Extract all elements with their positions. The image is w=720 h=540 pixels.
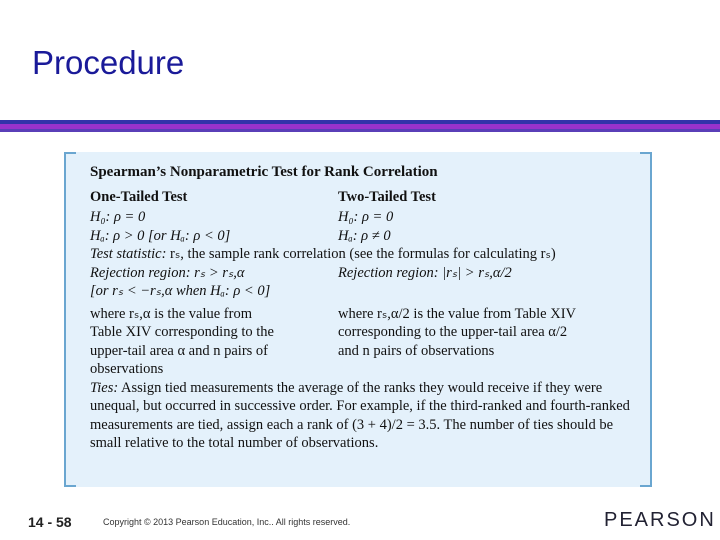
test-statistic-label: Test statistic: [90, 246, 167, 262]
two-tailed-where [338, 305, 638, 379]
where-one-line: observations [90, 361, 164, 377]
rejection-label-two: Rejection region: [338, 264, 439, 281]
slide-number: 14 - 58 [28, 514, 72, 530]
box-heading: Spearman’s Nonparametric Test for Rank Correlation [90, 164, 438, 180]
ties-label: Ties: [90, 379, 119, 396]
rejection-one-line2: [or rₛ < −rₛ,α when Hₐ: ρ < 0] [90, 283, 271, 299]
page-title: Procedure [32, 44, 185, 81]
where-two-line: where rₛ,α/2 is the value from Table XIV [338, 305, 577, 322]
test-statistic-text: rₛ, the sample rank correlation (see the formulas for calculating rₛ) [170, 246, 556, 262]
box-content [90, 163, 640, 453]
header-rule-violet [0, 129, 720, 132]
one-tailed-where [90, 305, 338, 379]
rejection-row [90, 264, 640, 301]
where-two-line: corresponding to the upper-tail area α/2 [338, 324, 568, 340]
one-tailed-rejection [90, 264, 338, 301]
one-tailed-h0: H₀: ρ = 0 [90, 209, 146, 225]
null-hypothesis-row [90, 208, 640, 227]
where-one-line: where rₛ,α is the value from [90, 305, 252, 322]
rejection-two: |rₛ| > rₛ,α/2 [442, 264, 512, 281]
one-tailed-label: One-Tailed Test [90, 188, 188, 205]
rejection-label-one: Rejection region: [90, 264, 191, 281]
where-one-line: upper-tail area α and n pairs of [90, 342, 269, 359]
pearson-logo: PEARSON [604, 509, 716, 531]
where-row [90, 305, 640, 379]
rejection-one-line1: rₛ > rₛ,α [194, 264, 245, 281]
copyright-text: Copyright © 2013 Pearson Education, Inc.. All rights reserved. [103, 517, 351, 527]
ties-text: Assign tied measurements the average of the ranks they would receive if they were unequal, but occurred in successive order. For example, if the third-ranked and fourth-ranked measurements are tied, assign each a rank of (3 + 4)/2 = 3.5. The number of ties should be small relative to the total number of observations. [90, 379, 630, 451]
two-tailed-h0: H₀: ρ = 0 [338, 209, 394, 225]
two-tailed-rejection [338, 264, 638, 301]
alt-hypothesis-row [90, 227, 640, 246]
one-tailed-ha: Hₐ: ρ > 0 [or Hₐ: ρ < 0] [90, 227, 231, 244]
ties-paragraph [90, 379, 630, 453]
two-tailed-ha: Hₐ: ρ ≠ 0 [338, 227, 391, 244]
left-bracket [64, 152, 76, 487]
two-tailed-label: Two-Tailed Test [338, 188, 436, 205]
test-statistic [90, 245, 630, 264]
where-one-line: Table XIV corresponding to the [90, 324, 274, 340]
test-type-row [90, 188, 640, 207]
where-two-line: and n pairs of observations [338, 342, 495, 359]
right-bracket [640, 152, 652, 487]
